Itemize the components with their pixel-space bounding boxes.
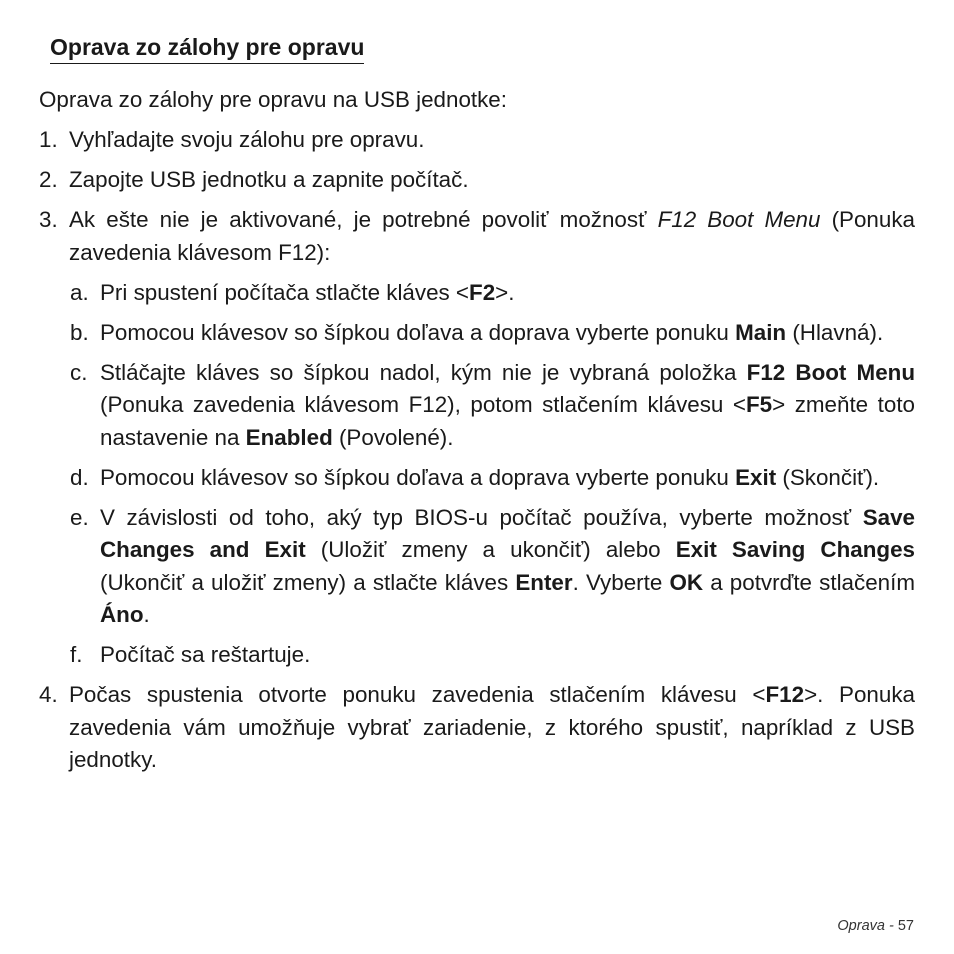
step-2 xyxy=(39,164,915,197)
step-number: 1. xyxy=(39,127,58,152)
substep-b xyxy=(70,317,915,350)
substep-text: Pomocou klávesov so šípkou doľava a doprava vyberte ponuku Exit (Skončiť). xyxy=(100,464,880,490)
substep-text: Pri spustení počítača stlačte kláves <F2>. xyxy=(100,279,515,305)
option-name: F12 Boot Menu xyxy=(657,207,821,232)
step-number: 4. xyxy=(39,682,58,707)
footer-label: Oprava - xyxy=(837,918,894,934)
step-3 xyxy=(39,204,915,269)
substep-letter: c. xyxy=(70,359,88,385)
step-1 xyxy=(39,124,915,157)
substep-e xyxy=(70,502,915,632)
step-4 xyxy=(39,679,915,777)
step-number: 2. xyxy=(39,167,58,192)
substep-text: V závislosti od toho, aký typ BIOS-u počítač používa, vyberte možnosť Save Changes and Exit (Uložiť zmeny a ukončiť) alebo Exit Saving Changes (Ukončiť a uložiť zmeny) a stlačte kláves Enter. Vyberte OK a potvrďte stlačením Áno. xyxy=(100,504,915,627)
substep-text: Počítač sa reštartuje. xyxy=(100,642,311,667)
substep-c xyxy=(70,357,915,455)
step-text: Zapojte USB jednotku a zapnite počítač. xyxy=(69,167,469,192)
step-text: Počas spustenia otvorte ponuku zavedenia stlačením klávesu <F12>. Ponuka zavedenia vám umožňuje vybrať zariadenie, z ktorého spustiť, napríklad z USB jednotky. xyxy=(69,682,915,772)
step-number: 3. xyxy=(39,207,58,232)
substep-letter: b. xyxy=(70,319,89,345)
substep-text: Pomocou klávesov so šípkou doľava a doprava vyberte ponuku Main (Hlavná). xyxy=(100,319,884,345)
substep-letter: e. xyxy=(70,504,89,530)
substep-letter: a. xyxy=(70,279,89,305)
step-text: Ak ešte nie je aktivované, je potrebné povoliť možnosť F12 Boot Menu (Ponuka zavedenia klávesom F12): xyxy=(69,207,915,265)
intro-paragraph: Oprava zo zálohy pre opravu na USB jednotke: xyxy=(39,87,507,112)
document-body xyxy=(39,84,915,784)
substep-a xyxy=(70,277,915,310)
substep-f xyxy=(70,639,915,672)
step-text: Vyhľadajte svoju zálohu pre opravu. xyxy=(69,127,425,152)
substep-d xyxy=(70,462,915,495)
substep-letter: f. xyxy=(70,642,83,667)
substep-letter: d. xyxy=(70,464,89,490)
page-number: 57 xyxy=(897,918,914,934)
section-heading: Oprava zo zálohy pre opravu xyxy=(50,33,364,64)
substep-text: Stláčajte kláves so šípkou nadol, kým nie je vybraná položka F12 Boot Menu (Ponuka zavedenia klávesom F12), potom stlačením klávesu <F5> zmeňte toto nastavenie na Enabled (Povolené). xyxy=(100,359,915,450)
page-footer xyxy=(837,918,914,934)
